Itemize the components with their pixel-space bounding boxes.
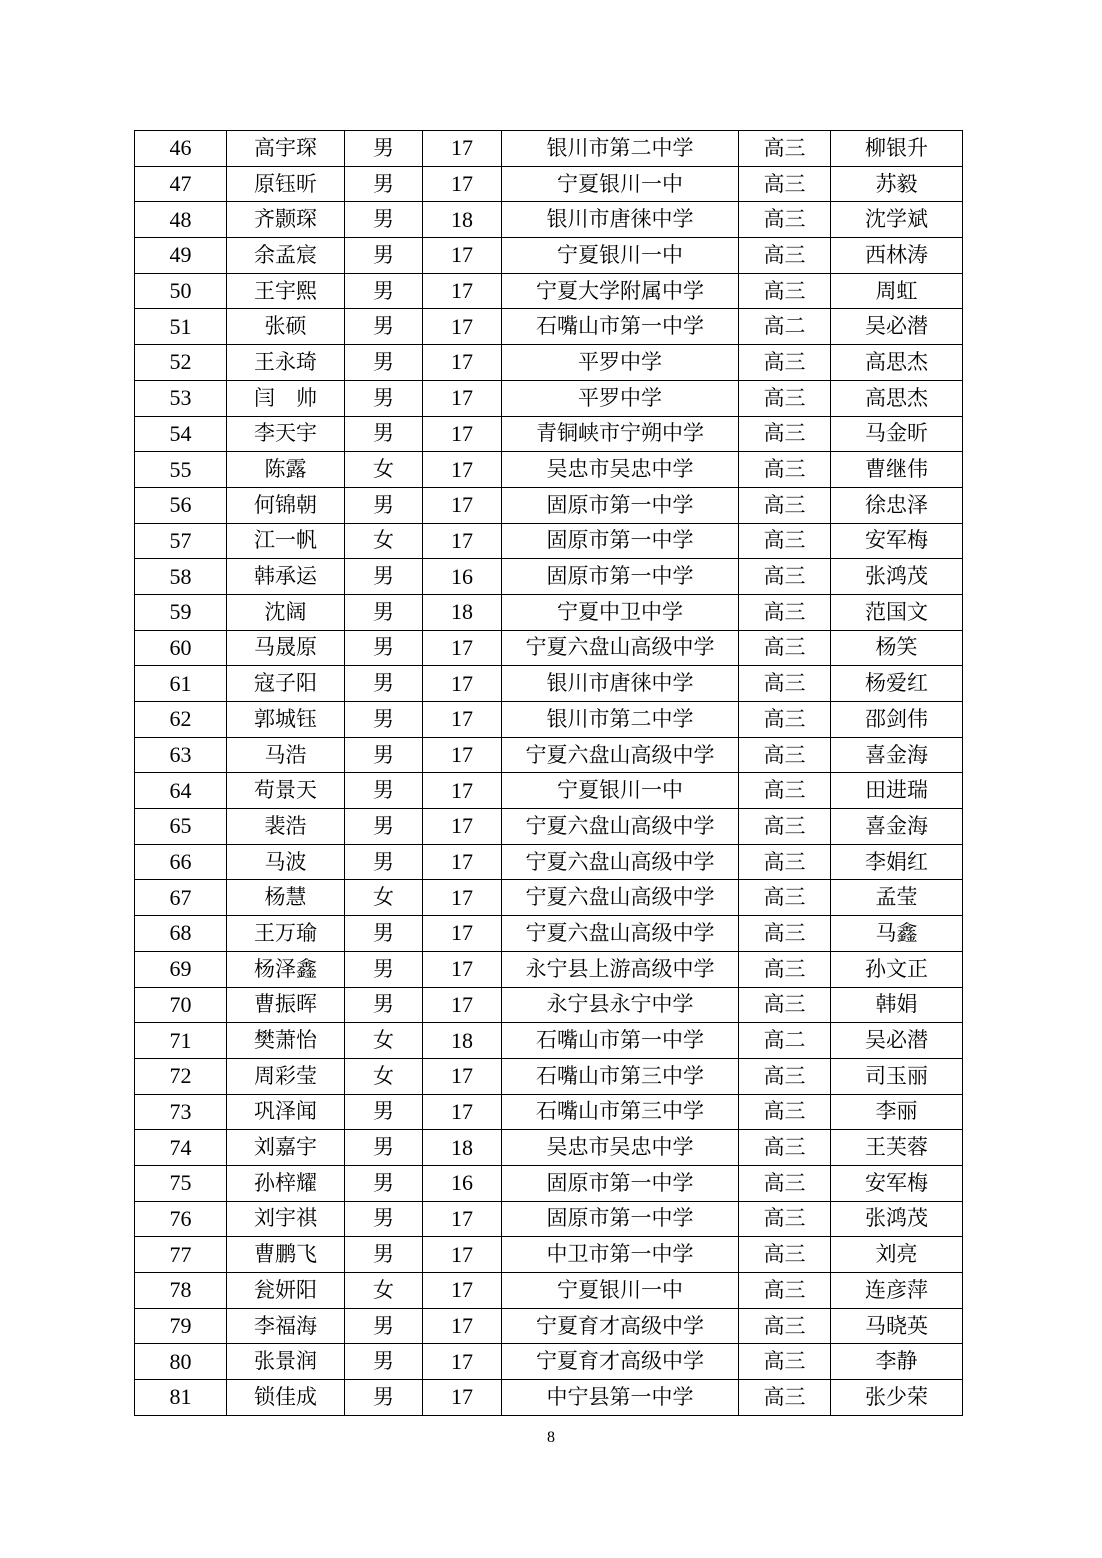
student-name-cell: 马晟原: [227, 630, 345, 666]
gender-cell: 男: [345, 666, 423, 702]
table-row: [135, 1058, 963, 1094]
teacher-cell: 范国文: [831, 594, 963, 630]
school-cell: 中宁县第一中学: [502, 1380, 739, 1416]
student-name-cell: 沈阔: [227, 594, 345, 630]
teacher-cell: 张鸿茂: [831, 559, 963, 595]
row-number-cell: 52: [135, 345, 227, 381]
teacher-cell: 孙文正: [831, 951, 963, 987]
school-cell: 宁夏银川一中: [502, 166, 739, 202]
student-name-cell: 张景润: [227, 1344, 345, 1380]
gender-cell: 男: [345, 1165, 423, 1201]
student-name-cell: 马浩: [227, 737, 345, 773]
age-cell: 17: [423, 1344, 502, 1380]
school-cell: 宁夏大学附属中学: [502, 273, 739, 309]
school-cell: 永宁县上游高级中学: [502, 951, 739, 987]
student-name-cell: 王永琦: [227, 345, 345, 381]
school-cell: 吴忠市吴忠中学: [502, 1130, 739, 1166]
student-name-cell: 樊萧怡: [227, 1023, 345, 1059]
teacher-cell: 吴必潜: [831, 309, 963, 345]
gender-cell: 男: [345, 630, 423, 666]
age-cell: 17: [423, 1273, 502, 1309]
student-name-cell: 李福海: [227, 1308, 345, 1344]
gender-cell: 男: [345, 594, 423, 630]
gender-cell: 男: [345, 238, 423, 274]
row-number-cell: 47: [135, 166, 227, 202]
teacher-cell: 沈学斌: [831, 202, 963, 238]
student-name-cell: 原钰昕: [227, 166, 345, 202]
teacher-cell: 张鸿茂: [831, 1201, 963, 1237]
grade-cell: 高三: [739, 594, 831, 630]
student-name-cell: 王宇熙: [227, 273, 345, 309]
gender-cell: 男: [345, 1094, 423, 1130]
row-number-cell: 73: [135, 1094, 227, 1130]
roster-table: [134, 130, 963, 1416]
age-cell: 17: [423, 630, 502, 666]
grade-cell: 高三: [739, 1308, 831, 1344]
teacher-cell: 曹继伟: [831, 452, 963, 488]
student-name-cell: 王万瑜: [227, 916, 345, 952]
age-cell: 17: [423, 1237, 502, 1273]
teacher-cell: 司玉丽: [831, 1058, 963, 1094]
gender-cell: 男: [345, 202, 423, 238]
grade-cell: 高三: [739, 345, 831, 381]
grade-cell: 高三: [739, 380, 831, 416]
student-name-cell: 马波: [227, 844, 345, 880]
student-name-cell: 孙梓耀: [227, 1165, 345, 1201]
grade-cell: 高三: [739, 523, 831, 559]
grade-cell: 高三: [739, 273, 831, 309]
table-row: [135, 594, 963, 630]
teacher-cell: 马鑫: [831, 916, 963, 952]
gender-cell: 男: [345, 773, 423, 809]
school-cell: 吴忠市吴忠中学: [502, 452, 739, 488]
student-name-cell: 锁佳成: [227, 1380, 345, 1416]
gender-cell: 男: [345, 1380, 423, 1416]
school-cell: 宁夏银川一中: [502, 773, 739, 809]
teacher-cell: 邵剑伟: [831, 702, 963, 738]
gender-cell: 男: [345, 1344, 423, 1380]
row-number-cell: 71: [135, 1023, 227, 1059]
school-cell: 平罗中学: [502, 380, 739, 416]
table-row: [135, 1130, 963, 1166]
row-number-cell: 81: [135, 1380, 227, 1416]
school-cell: 石嘴山市第三中学: [502, 1094, 739, 1130]
student-name-cell: 巩泽闻: [227, 1094, 345, 1130]
gender-cell: 男: [345, 987, 423, 1023]
table-row: [135, 809, 963, 845]
page-number: 8: [547, 1429, 555, 1446]
school-cell: 永宁县永宁中学: [502, 987, 739, 1023]
grade-cell: 高三: [739, 1130, 831, 1166]
row-number-cell: 72: [135, 1058, 227, 1094]
row-number-cell: 78: [135, 1273, 227, 1309]
table-row: [135, 166, 963, 202]
gender-cell: 男: [345, 416, 423, 452]
age-cell: 17: [423, 880, 502, 916]
age-cell: 17: [423, 166, 502, 202]
table-row: [135, 273, 963, 309]
teacher-cell: 柳银升: [831, 131, 963, 167]
student-name-cell: 瓮妍阳: [227, 1273, 345, 1309]
grade-cell: 高三: [739, 951, 831, 987]
grade-cell: 高三: [739, 416, 831, 452]
table-row: [135, 1273, 963, 1309]
row-number-cell: 67: [135, 880, 227, 916]
table-row: [135, 916, 963, 952]
age-cell: 16: [423, 559, 502, 595]
age-cell: 17: [423, 523, 502, 559]
gender-cell: 男: [345, 1130, 423, 1166]
table-row: [135, 416, 963, 452]
grade-cell: 高三: [739, 773, 831, 809]
gender-cell: 男: [345, 309, 423, 345]
school-cell: 固原市第一中学: [502, 487, 739, 523]
row-number-cell: 60: [135, 630, 227, 666]
row-number-cell: 66: [135, 844, 227, 880]
gender-cell: 男: [345, 559, 423, 595]
row-number-cell: 56: [135, 487, 227, 523]
gender-cell: 男: [345, 951, 423, 987]
gender-cell: 男: [345, 809, 423, 845]
student-name-cell: 江一帆: [227, 523, 345, 559]
age-cell: 17: [423, 737, 502, 773]
age-cell: 17: [423, 380, 502, 416]
age-cell: 17: [423, 131, 502, 167]
school-cell: 固原市第一中学: [502, 1165, 739, 1201]
school-cell: 宁夏育才高级中学: [502, 1344, 739, 1380]
age-cell: 17: [423, 273, 502, 309]
teacher-cell: 高思杰: [831, 345, 963, 381]
row-number-cell: 74: [135, 1130, 227, 1166]
teacher-cell: 马金昕: [831, 416, 963, 452]
school-cell: 固原市第一中学: [502, 1201, 739, 1237]
school-cell: 银川市第二中学: [502, 702, 739, 738]
table-row: [135, 844, 963, 880]
school-cell: 宁夏银川一中: [502, 238, 739, 274]
teacher-cell: 西林涛: [831, 238, 963, 274]
gender-cell: 男: [345, 916, 423, 952]
row-number-cell: 55: [135, 452, 227, 488]
age-cell: 16: [423, 1165, 502, 1201]
row-number-cell: 61: [135, 666, 227, 702]
row-number-cell: 79: [135, 1308, 227, 1344]
row-number-cell: 70: [135, 987, 227, 1023]
grade-cell: 高三: [739, 1380, 831, 1416]
row-number-cell: 57: [135, 523, 227, 559]
grade-cell: 高三: [739, 1273, 831, 1309]
grade-cell: 高三: [739, 702, 831, 738]
table-row: [135, 1237, 963, 1273]
row-number-cell: 76: [135, 1201, 227, 1237]
teacher-cell: 喜金海: [831, 809, 963, 845]
row-number-cell: 69: [135, 951, 227, 987]
age-cell: 17: [423, 916, 502, 952]
school-cell: 石嘴山市第三中学: [502, 1058, 739, 1094]
school-cell: 银川市唐徕中学: [502, 666, 739, 702]
grade-cell: 高三: [739, 844, 831, 880]
row-number-cell: 54: [135, 416, 227, 452]
table-row: [135, 666, 963, 702]
row-number-cell: 64: [135, 773, 227, 809]
gender-cell: 女: [345, 523, 423, 559]
gender-cell: 男: [345, 1237, 423, 1273]
grade-cell: 高三: [739, 1165, 831, 1201]
gender-cell: 男: [345, 702, 423, 738]
age-cell: 17: [423, 987, 502, 1023]
row-number-cell: 53: [135, 380, 227, 416]
table-row: [135, 1094, 963, 1130]
school-cell: 石嘴山市第一中学: [502, 309, 739, 345]
gender-cell: 女: [345, 1273, 423, 1309]
age-cell: 17: [423, 1201, 502, 1237]
teacher-cell: 王芙蓉: [831, 1130, 963, 1166]
gender-cell: 女: [345, 880, 423, 916]
age-cell: 17: [423, 309, 502, 345]
student-name-cell: 齐颢琛: [227, 202, 345, 238]
table-row: [135, 630, 963, 666]
school-cell: 平罗中学: [502, 345, 739, 381]
table-row: [135, 773, 963, 809]
student-name-cell: 杨慧: [227, 880, 345, 916]
grade-cell: 高三: [739, 487, 831, 523]
teacher-cell: 刘亮: [831, 1237, 963, 1273]
age-cell: 17: [423, 773, 502, 809]
school-cell: 宁夏六盘山高级中学: [502, 809, 739, 845]
teacher-cell: 李丽: [831, 1094, 963, 1130]
school-cell: 固原市第一中学: [502, 559, 739, 595]
grade-cell: 高三: [739, 1094, 831, 1130]
table-row: [135, 702, 963, 738]
student-name-cell: 陈露: [227, 452, 345, 488]
table-row: [135, 559, 963, 595]
gender-cell: 男: [345, 345, 423, 381]
age-cell: 17: [423, 844, 502, 880]
table-row: [135, 238, 963, 274]
gender-cell: 男: [345, 844, 423, 880]
table-row: [135, 1380, 963, 1416]
student-name-cell: 郭城钰: [227, 702, 345, 738]
age-cell: 17: [423, 702, 502, 738]
roster-body: [135, 131, 963, 1416]
gender-cell: 男: [345, 1201, 423, 1237]
student-name-cell: 刘宇祺: [227, 1201, 345, 1237]
row-number-cell: 46: [135, 131, 227, 167]
school-cell: 宁夏六盘山高级中学: [502, 880, 739, 916]
student-name-cell: 余孟宸: [227, 238, 345, 274]
table-row: [135, 345, 963, 381]
table-row: [135, 1201, 963, 1237]
row-number-cell: 59: [135, 594, 227, 630]
school-cell: 宁夏银川一中: [502, 1273, 739, 1309]
table-row: [135, 987, 963, 1023]
school-cell: 宁夏六盘山高级中学: [502, 630, 739, 666]
student-name-cell: 闫 帅: [227, 380, 345, 416]
age-cell: 17: [423, 1094, 502, 1130]
age-cell: 17: [423, 1058, 502, 1094]
grade-cell: 高三: [739, 809, 831, 845]
grade-cell: 高三: [739, 1201, 831, 1237]
student-name-cell: 周彩莹: [227, 1058, 345, 1094]
table-row: [135, 1344, 963, 1380]
age-cell: 17: [423, 809, 502, 845]
row-number-cell: 75: [135, 1165, 227, 1201]
school-cell: 青铜峡市宁朔中学: [502, 416, 739, 452]
grade-cell: 高二: [739, 309, 831, 345]
gender-cell: 男: [345, 737, 423, 773]
gender-cell: 女: [345, 452, 423, 488]
teacher-cell: 张少荣: [831, 1380, 963, 1416]
row-number-cell: 80: [135, 1344, 227, 1380]
teacher-cell: 周虹: [831, 273, 963, 309]
grade-cell: 高三: [739, 1344, 831, 1380]
teacher-cell: 孟莹: [831, 880, 963, 916]
teacher-cell: 连彦萍: [831, 1273, 963, 1309]
grade-cell: 高三: [739, 1237, 831, 1273]
grade-cell: 高三: [739, 666, 831, 702]
teacher-cell: 苏毅: [831, 166, 963, 202]
student-name-cell: 韩承运: [227, 559, 345, 595]
teacher-cell: 徐忠泽: [831, 487, 963, 523]
school-cell: 宁夏中卫中学: [502, 594, 739, 630]
teacher-cell: 李娟红: [831, 844, 963, 880]
age-cell: 18: [423, 594, 502, 630]
age-cell: 18: [423, 1023, 502, 1059]
teacher-cell: 安军梅: [831, 523, 963, 559]
row-number-cell: 63: [135, 737, 227, 773]
age-cell: 17: [423, 1380, 502, 1416]
table-row: [135, 452, 963, 488]
teacher-cell: 马晓英: [831, 1308, 963, 1344]
table-row: [135, 1165, 963, 1201]
age-cell: 17: [423, 1308, 502, 1344]
grade-cell: 高二: [739, 1023, 831, 1059]
school-cell: 中卫市第一中学: [502, 1237, 739, 1273]
grade-cell: 高三: [739, 880, 831, 916]
grade-cell: 高三: [739, 202, 831, 238]
school-cell: 宁夏六盘山高级中学: [502, 844, 739, 880]
teacher-cell: 安军梅: [831, 1165, 963, 1201]
grade-cell: 高三: [739, 737, 831, 773]
teacher-cell: 李静: [831, 1344, 963, 1380]
teacher-cell: 喜金海: [831, 737, 963, 773]
teacher-cell: 吴必潜: [831, 1023, 963, 1059]
student-name-cell: 何锦朝: [227, 487, 345, 523]
student-name-cell: 曹鹏飞: [227, 1237, 345, 1273]
grade-cell: 高三: [739, 166, 831, 202]
table-row: [135, 487, 963, 523]
age-cell: 18: [423, 202, 502, 238]
grade-cell: 高三: [739, 452, 831, 488]
table-row: [135, 131, 963, 167]
row-number-cell: 77: [135, 1237, 227, 1273]
grade-cell: 高三: [739, 238, 831, 274]
student-name-cell: 裴浩: [227, 809, 345, 845]
student-name-cell: 杨泽鑫: [227, 951, 345, 987]
gender-cell: 女: [345, 1058, 423, 1094]
gender-cell: 男: [345, 380, 423, 416]
row-number-cell: 51: [135, 309, 227, 345]
school-cell: 石嘴山市第一中学: [502, 1023, 739, 1059]
age-cell: 17: [423, 666, 502, 702]
age-cell: 17: [423, 416, 502, 452]
table-row: [135, 202, 963, 238]
table-row: [135, 1308, 963, 1344]
row-number-cell: 65: [135, 809, 227, 845]
grade-cell: 高三: [739, 131, 831, 167]
grade-cell: 高三: [739, 987, 831, 1023]
age-cell: 17: [423, 238, 502, 274]
student-name-cell: 刘嘉宇: [227, 1130, 345, 1166]
teacher-cell: 田进瑞: [831, 773, 963, 809]
grade-cell: 高三: [739, 559, 831, 595]
age-cell: 17: [423, 345, 502, 381]
age-cell: 17: [423, 951, 502, 987]
student-name-cell: 张硕: [227, 309, 345, 345]
table-row: [135, 380, 963, 416]
grade-cell: 高三: [739, 916, 831, 952]
school-cell: 银川市第二中学: [502, 131, 739, 167]
row-number-cell: 49: [135, 238, 227, 274]
grade-cell: 高三: [739, 630, 831, 666]
school-cell: 宁夏六盘山高级中学: [502, 916, 739, 952]
gender-cell: 女: [345, 1023, 423, 1059]
teacher-cell: 韩娟: [831, 987, 963, 1023]
row-number-cell: 68: [135, 916, 227, 952]
student-name-cell: 高宇琛: [227, 131, 345, 167]
row-number-cell: 48: [135, 202, 227, 238]
table-row: [135, 737, 963, 773]
student-name-cell: 寇子阳: [227, 666, 345, 702]
row-number-cell: 50: [135, 273, 227, 309]
table-row: [135, 880, 963, 916]
gender-cell: 男: [345, 273, 423, 309]
age-cell: 17: [423, 487, 502, 523]
gender-cell: 男: [345, 166, 423, 202]
gender-cell: 男: [345, 131, 423, 167]
school-cell: 固原市第一中学: [502, 523, 739, 559]
student-name-cell: 李天宇: [227, 416, 345, 452]
row-number-cell: 62: [135, 702, 227, 738]
table-row: [135, 951, 963, 987]
teacher-cell: 杨爱红: [831, 666, 963, 702]
student-name-cell: 苟景天: [227, 773, 345, 809]
teacher-cell: 高思杰: [831, 380, 963, 416]
teacher-cell: 杨笑: [831, 630, 963, 666]
gender-cell: 男: [345, 487, 423, 523]
school-cell: 宁夏育才高级中学: [502, 1308, 739, 1344]
table-row: [135, 309, 963, 345]
age-cell: 18: [423, 1130, 502, 1166]
table-row: [135, 1023, 963, 1059]
grade-cell: 高三: [739, 1058, 831, 1094]
school-cell: 银川市唐徕中学: [502, 202, 739, 238]
school-cell: 宁夏六盘山高级中学: [502, 737, 739, 773]
student-name-cell: 曹振晖: [227, 987, 345, 1023]
row-number-cell: 58: [135, 559, 227, 595]
age-cell: 17: [423, 452, 502, 488]
table-row: [135, 523, 963, 559]
gender-cell: 男: [345, 1308, 423, 1344]
